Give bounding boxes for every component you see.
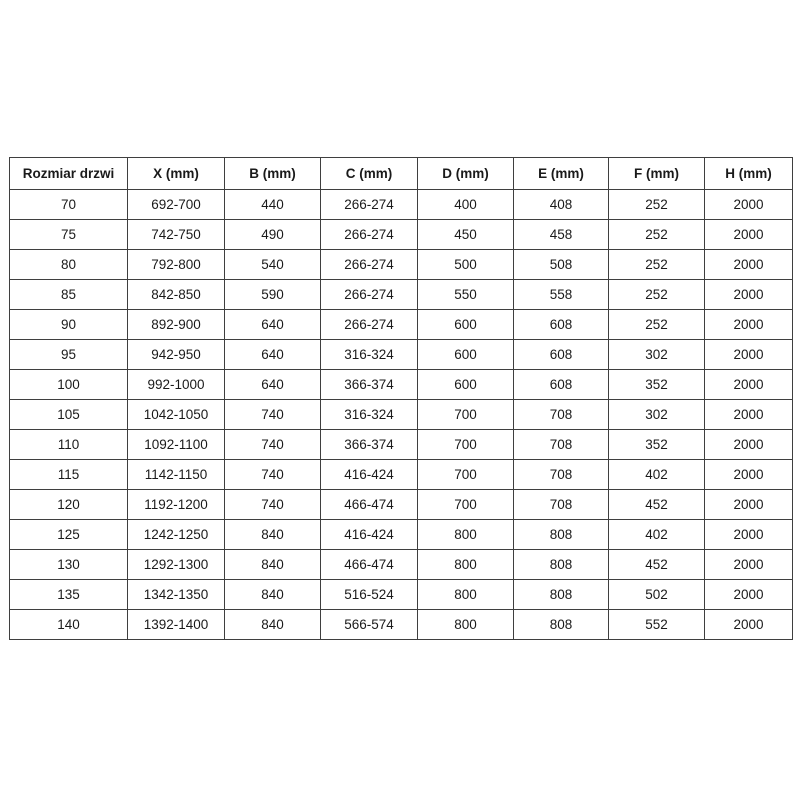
table-cell: 708: [514, 490, 609, 520]
column-header: E (mm): [514, 158, 609, 190]
table-cell: 125: [10, 520, 128, 550]
table-cell: 740: [225, 460, 321, 490]
table-cell: 892-900: [128, 310, 225, 340]
table-cell: 110: [10, 430, 128, 460]
table-cell: 466-474: [321, 550, 418, 580]
table-cell: 1392-1400: [128, 610, 225, 640]
column-header: D (mm): [418, 158, 514, 190]
table-row: [10, 490, 793, 520]
column-header: Rozmiar drzwi: [10, 158, 128, 190]
table-cell: 566-574: [321, 610, 418, 640]
table-cell: 502: [609, 580, 705, 610]
table-cell: 90: [10, 310, 128, 340]
table-cell: 800: [418, 520, 514, 550]
table-cell: 808: [514, 550, 609, 580]
table-cell: 700: [418, 460, 514, 490]
table-cell: 740: [225, 490, 321, 520]
table-cell: 1192-1200: [128, 490, 225, 520]
table-cell: 992-1000: [128, 370, 225, 400]
table-cell: 140: [10, 610, 128, 640]
table-cell: 352: [609, 370, 705, 400]
table-cell: 130: [10, 550, 128, 580]
table-cell: 440: [225, 190, 321, 220]
table-cell: 408: [514, 190, 609, 220]
table-cell: 80: [10, 250, 128, 280]
table-cell: 252: [609, 280, 705, 310]
table-cell: 366-374: [321, 370, 418, 400]
door-size-table: [9, 157, 793, 640]
table-cell: 466-474: [321, 490, 418, 520]
table-cell: 266-274: [321, 250, 418, 280]
table-cell: 800: [418, 610, 514, 640]
table-cell: 316-324: [321, 400, 418, 430]
table-cell: 302: [609, 400, 705, 430]
table-header-row: [10, 158, 793, 190]
table-cell: 500: [418, 250, 514, 280]
table-row: [10, 370, 793, 400]
column-header: X (mm): [128, 158, 225, 190]
column-header: H (mm): [705, 158, 793, 190]
table-row: [10, 430, 793, 460]
table-cell: 840: [225, 520, 321, 550]
table-cell: 608: [514, 310, 609, 340]
table-row: [10, 220, 793, 250]
table-cell: 2000: [705, 460, 793, 490]
table-row: [10, 580, 793, 610]
table-cell: 1342-1350: [128, 580, 225, 610]
table-cell: 540: [225, 250, 321, 280]
table-cell: 600: [418, 310, 514, 340]
table-cell: 608: [514, 370, 609, 400]
table-cell: 416-424: [321, 460, 418, 490]
table-cell: 316-324: [321, 340, 418, 370]
table-cell: 266-274: [321, 280, 418, 310]
table-cell: 808: [514, 520, 609, 550]
table-cell: 590: [225, 280, 321, 310]
table-cell: 135: [10, 580, 128, 610]
table-cell: 452: [609, 550, 705, 580]
table-cell: 490: [225, 220, 321, 250]
table-cell: 302: [609, 340, 705, 370]
table-cell: 2000: [705, 250, 793, 280]
table-cell: 640: [225, 370, 321, 400]
table-cell: 452: [609, 490, 705, 520]
table-row: [10, 340, 793, 370]
table-cell: 2000: [705, 520, 793, 550]
table-row: [10, 610, 793, 640]
table-cell: 2000: [705, 490, 793, 520]
table-cell: 700: [418, 400, 514, 430]
table-cell: 1242-1250: [128, 520, 225, 550]
table-cell: 2000: [705, 400, 793, 430]
table-cell: 120: [10, 490, 128, 520]
table-cell: 640: [225, 340, 321, 370]
table-cell: 1292-1300: [128, 550, 225, 580]
table-cell: 2000: [705, 340, 793, 370]
table-cell: 740: [225, 430, 321, 460]
table-cell: 2000: [705, 220, 793, 250]
table-cell: 100: [10, 370, 128, 400]
table-cell: 252: [609, 190, 705, 220]
table-cell: 2000: [705, 550, 793, 580]
table-row: [10, 400, 793, 430]
table-cell: 600: [418, 370, 514, 400]
table-cell: 1092-1100: [128, 430, 225, 460]
table-cell: 2000: [705, 190, 793, 220]
table-cell: 402: [609, 520, 705, 550]
table-cell: 508: [514, 250, 609, 280]
table-cell: 708: [514, 460, 609, 490]
table-cell: 402: [609, 460, 705, 490]
table-cell: 2000: [705, 280, 793, 310]
table-row: [10, 190, 793, 220]
table-cell: 840: [225, 610, 321, 640]
table-row: [10, 460, 793, 490]
table-cell: 352: [609, 430, 705, 460]
column-header: B (mm): [225, 158, 321, 190]
table-cell: 1042-1050: [128, 400, 225, 430]
table-cell: 708: [514, 430, 609, 460]
table-cell: 1142-1150: [128, 460, 225, 490]
table-cell: 2000: [705, 580, 793, 610]
table-cell: 252: [609, 250, 705, 280]
table-cell: 842-850: [128, 280, 225, 310]
table-cell: 266-274: [321, 190, 418, 220]
table-cell: 2000: [705, 370, 793, 400]
table-cell: 808: [514, 610, 609, 640]
column-header: C (mm): [321, 158, 418, 190]
table-cell: 115: [10, 460, 128, 490]
table-cell: 75: [10, 220, 128, 250]
table-row: [10, 310, 793, 340]
table-cell: 742-750: [128, 220, 225, 250]
table-cell: 808: [514, 580, 609, 610]
table-cell: 70: [10, 190, 128, 220]
table-cell: 266-274: [321, 310, 418, 340]
table-cell: 840: [225, 550, 321, 580]
table-cell: 692-700: [128, 190, 225, 220]
table-cell: 266-274: [321, 220, 418, 250]
table-cell: 700: [418, 490, 514, 520]
table-cell: 740: [225, 400, 321, 430]
table-cell: 600: [418, 340, 514, 370]
table-row: [10, 550, 793, 580]
table-cell: 800: [418, 580, 514, 610]
table-cell: 708: [514, 400, 609, 430]
table-cell: 366-374: [321, 430, 418, 460]
table-cell: 640: [225, 310, 321, 340]
table-cell: 458: [514, 220, 609, 250]
table-cell: 552: [609, 610, 705, 640]
table-cell: 942-950: [128, 340, 225, 370]
table-cell: 450: [418, 220, 514, 250]
column-header: F (mm): [609, 158, 705, 190]
table-cell: 2000: [705, 310, 793, 340]
table-cell: 252: [609, 310, 705, 340]
table-cell: 800: [418, 550, 514, 580]
table-cell: 252: [609, 220, 705, 250]
table-cell: 2000: [705, 430, 793, 460]
table-cell: 700: [418, 430, 514, 460]
table-cell: 105: [10, 400, 128, 430]
table-cell: 85: [10, 280, 128, 310]
table-cell: 792-800: [128, 250, 225, 280]
table-cell: 608: [514, 340, 609, 370]
table-cell: 2000: [705, 610, 793, 640]
table-cell: 416-424: [321, 520, 418, 550]
table-row: [10, 520, 793, 550]
table-row: [10, 280, 793, 310]
table-cell: 558: [514, 280, 609, 310]
table-cell: 840: [225, 580, 321, 610]
table-cell: 550: [418, 280, 514, 310]
table-row: [10, 250, 793, 280]
table-cell: 95: [10, 340, 128, 370]
table-cell: 400: [418, 190, 514, 220]
table-cell: 516-524: [321, 580, 418, 610]
